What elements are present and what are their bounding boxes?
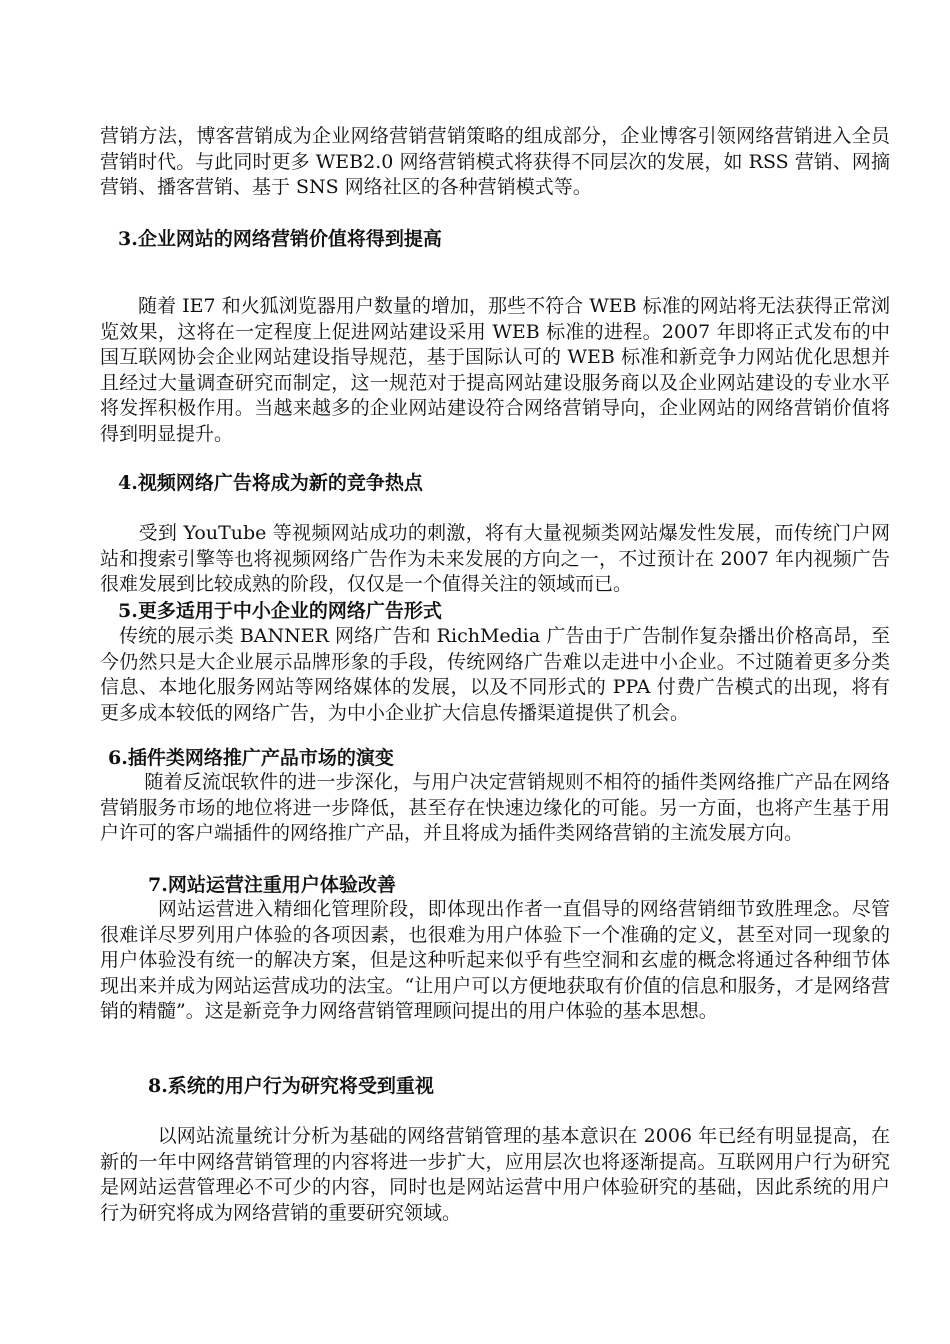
section-4-heading: 4.视频网络广告将成为新的竞争热点	[118, 472, 423, 494]
section-3-heading: 3.企业网站的网络营销价值将得到提高	[118, 228, 442, 250]
section-5-body: 传统的展示类 BANNER 网络广告和 RichMedia 广告由于广告制作复杂播出价格高昂，至今仍然只是大企业展示品牌形象的手段，传统网络广告难以走进中小企业。不过随着更多分类信息、本地化服务网站等网络媒体的发展，以及不同形式的 PPA 付费广告模式的出现，将有更多成本较低的网络广告，为中小企业扩大信息传播渠道提供了机会。	[100, 625, 890, 724]
section-6-heading: 6.插件类网络推广产品市场的演变	[108, 747, 394, 769]
section-7-body: 网站运营进入精细化管理阶段，即体现出作者一直倡导的网络营销细节致胜理念。尽管很难详尽罗列用户体验的各项因素，也很难为用户体验下一个准确的定义，甚至对同一现象的用户体验没有统一的解决方案，但是这种听起来似乎有些空洞和玄虚的概念将通过各种细节体现出来并成为网站运营成功的法宝。“让用户可以方便地获取有价值的信息和服务，才是网络营销的精髓”。这是新竞争力网络营销管理顾问提出的用户体验的基本思想。	[100, 898, 890, 1022]
section-8-body: 以网站流量统计分析为基础的网络营销管理的基本意识在 2006 年已经有明显提高，在新的一年中网络营销管理的内容将进一步扩大，应用层次也将逐渐提高。互联网用户行为研究是网站运营管理必不可少的内容，同时也是网站运营中用户体验研究的基础，因此系统的用户行为研究将成为网络营销的重要研究领域。	[100, 1125, 890, 1224]
section-3-body: 随着 IE7 和火狐浏览器用户数量的增加，那些不符合 WEB 标准的网站将无法获得正常浏览效果，这将在一定程度上促进网站建设采用 WEB 标准的进程。2007 年即将正式发布的中国互联网协会企业网站建设指导规范，基于国际认可的 WEB 标准和新竞争力网站优化思想并且经过大量调查研究而制定，这一规范对于提高网站建设服务商以及企业网站建设的专业水平将发挥积极作用。当越来越多的企业网站建设符合网络营销导向，企业网站的网络营销价值将得到明显提升。	[100, 295, 890, 445]
section-4-body: 受到 YouTube 等视频网站成功的刺激，将有大量视频类网站爆发性发展，而传统门户网站和搜索引擎等也将视频网络广告作为未来发展的方向之一，不过预计在 2007 年内视频广告很难发展到比较成熟的阶段，仅仅是一个值得关注的领域而已。	[100, 522, 890, 595]
intro-paragraph: 营销方法，博客营销成为企业网络营销营销策略的组成部分，企业博客引领网络营销进入全员营销时代。与此同时更多 WEB2.0 网络营销模式将获得不同层次的发展，如 RSS 营销、网摘营销、播客营销、基于 SNS 网络社区的各种营销模式等。	[100, 125, 890, 198]
section-6-body: 随着反流氓软件的进一步深化，与用户决定营销规则不相符的插件类网络推广产品在网络营销服务市场的地位将进一步降低，甚至存在快速边缘化的可能。另一方面，也将产生基于用户许可的客户端插件的网络推广产品，并且将成为插件类网络营销的主流发展方向。	[100, 771, 890, 844]
section-7-heading: 7.网站运营注重用户体验改善	[148, 874, 396, 896]
section-5-heading: 5.更多适用于中小企业的网络广告形式	[118, 600, 442, 622]
section-8-heading: 8.系统的用户行为研究将受到重视	[148, 1075, 434, 1097]
